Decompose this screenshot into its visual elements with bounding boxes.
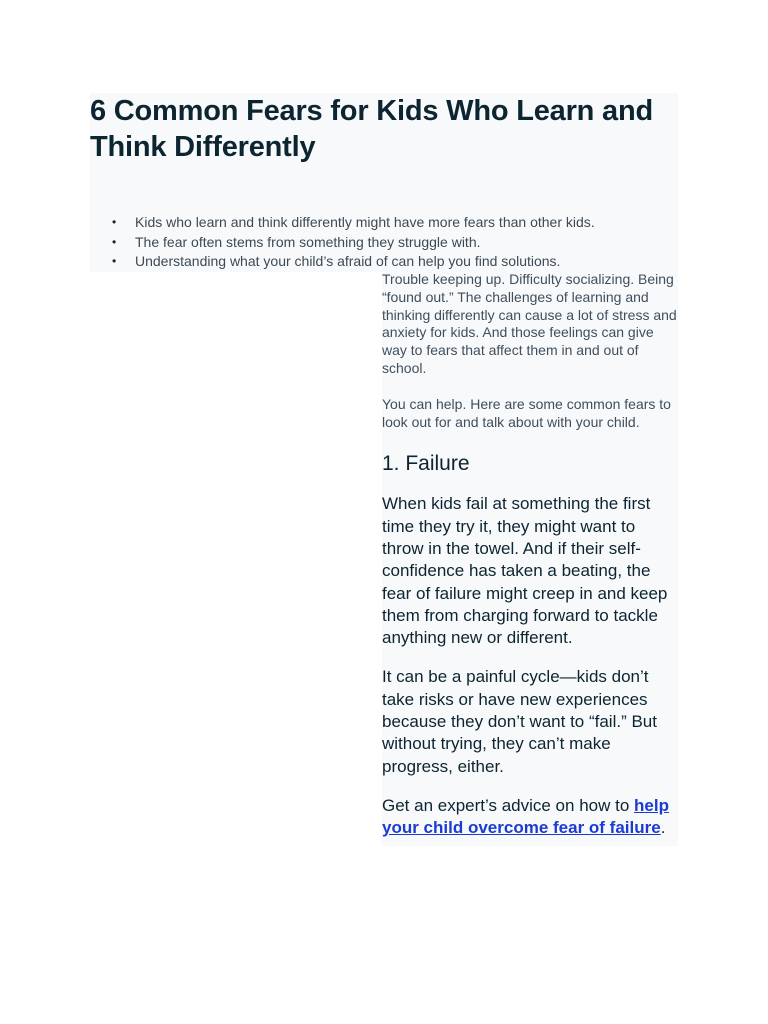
bullet-text: The fear often stems from something they struggle with. <box>135 233 481 250</box>
list-item <box>90 252 678 272</box>
advice-suffix: . <box>660 818 666 838</box>
intro-paragraph: You can help. Here are some common fears to look out for and talk about with your child. <box>382 395 671 430</box>
bullet-text: Kids who learn and think differently might have more fears than other kids. <box>135 214 595 230</box>
section-heading: 1. Failure <box>382 452 470 476</box>
key-takeaways-list <box>90 213 678 272</box>
body-paragraph: It can be a painful cycle—kids don’t take risks or have new experiences because they don’t want to “fail.” But without trying, they can’t make progress, either. <box>382 667 657 776</box>
advice-prefix: Get an expert’s advice on how to <box>382 795 635 815</box>
page-title: 6 Common Fears for Kids Who Learn and Think Differently <box>90 95 653 163</box>
body-paragraph: When kids fail at something the first time they try it, they might want to throw in the towel. And if their self-confidence has taken a beating, the fear of failure might creep in and keep them from charging forward to tackle anything new or different. <box>382 494 668 648</box>
bullet-icon: • <box>112 215 117 229</box>
fear-of-failure-link[interactable]: help your child overcome fear of failure <box>382 795 669 838</box>
intro-paragraph: Trouble keeping up. Difficulty socializing. Being “found out.” The challenges of learning and thinking differently can cause a lot of stress and anxiety for kids. And those feelings can give way to fears that affect them in and out of school. <box>382 271 677 376</box>
list-item <box>90 213 678 233</box>
article-body <box>382 271 678 846</box>
advice-paragraph <box>382 795 678 840</box>
title-block <box>90 93 678 213</box>
bullet-icon: • <box>112 254 117 268</box>
list-item <box>90 233 678 253</box>
bullet-icon: • <box>112 234 117 249</box>
bullet-text: Understanding what your child’s afraid of can help you find solutions. <box>135 253 561 269</box>
